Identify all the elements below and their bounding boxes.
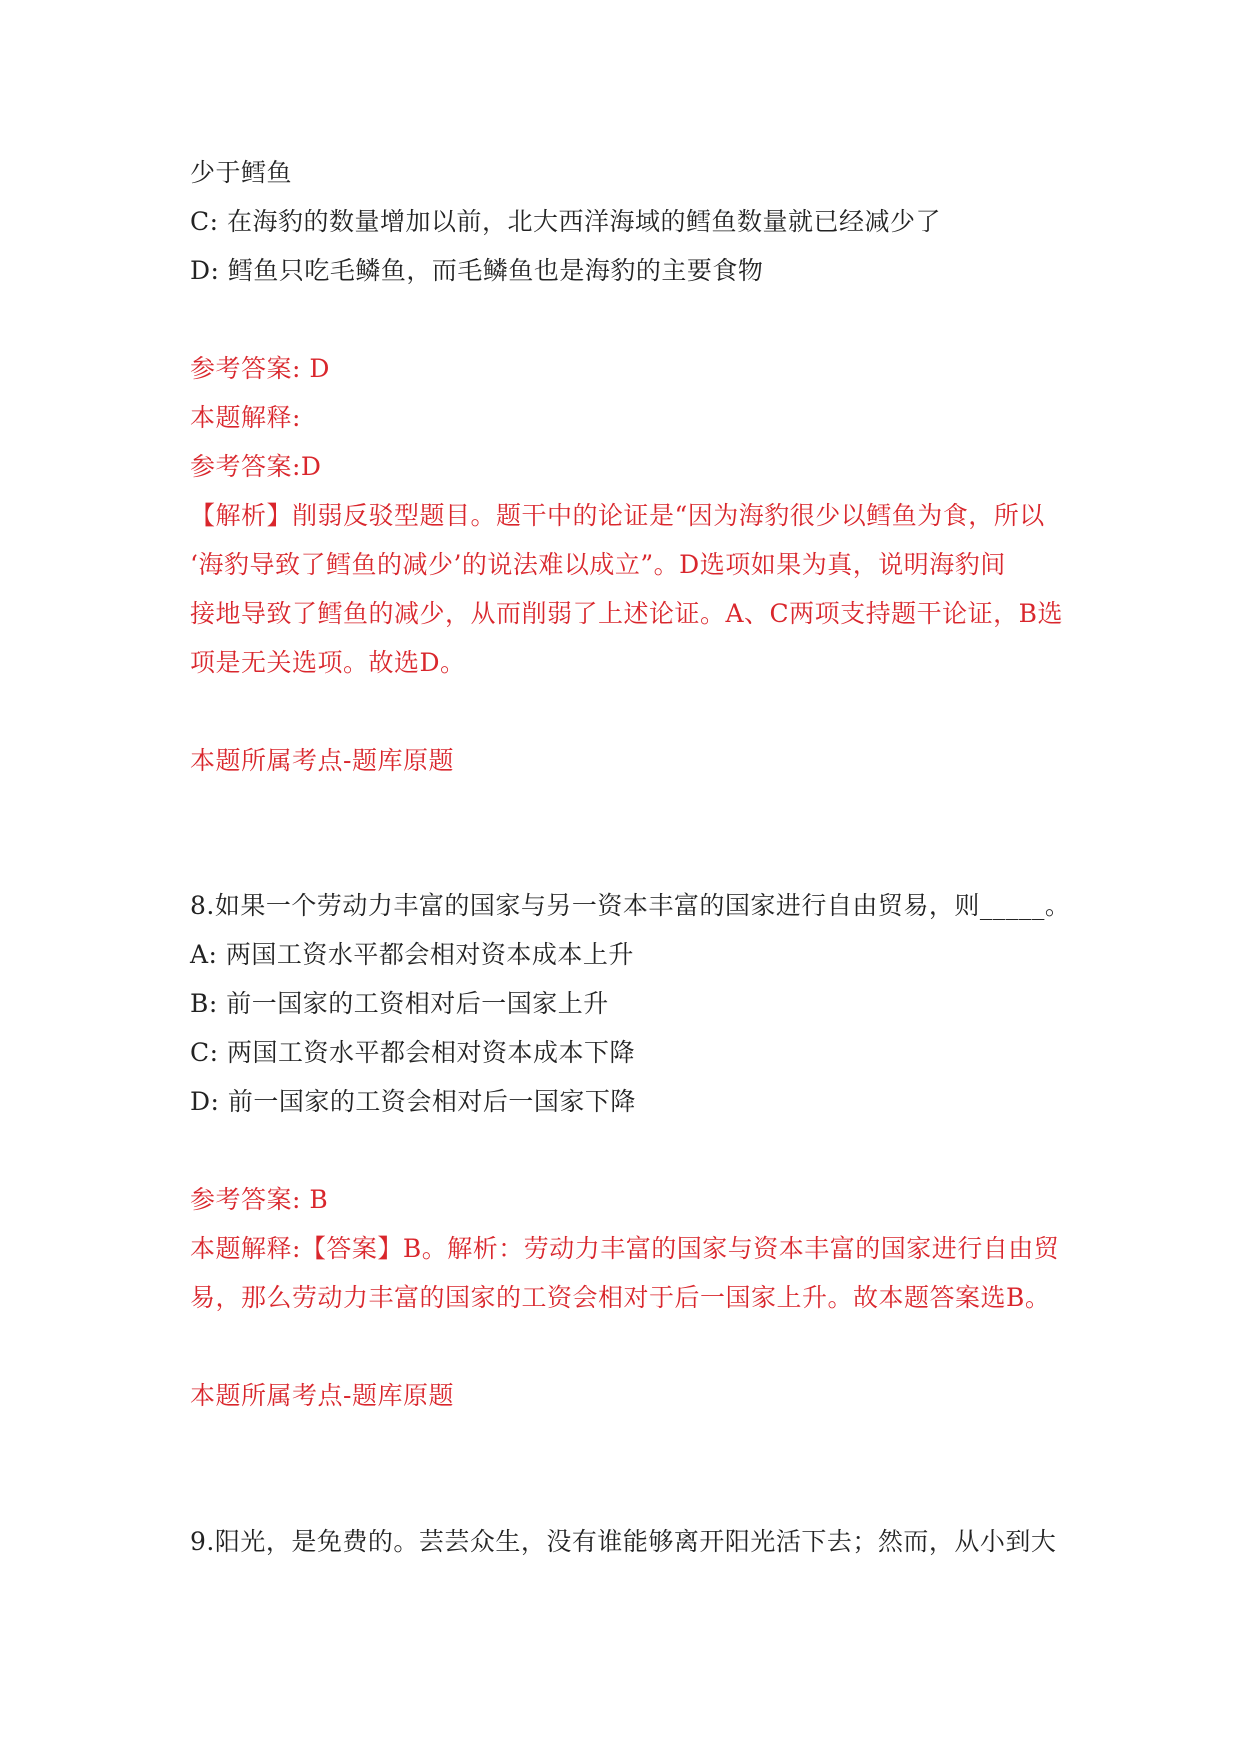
q9-stem: 9.阳光，是免费的。芸芸众生，没有谁能够离开阳光活下去；然而，从小到大	[190, 1527, 1057, 1556]
q8-option-d: D: 前一国家的工资会相对后一国家下降	[190, 1087, 636, 1116]
q8-explanation-line-2: 易，那么劳动力丰富的国家的工资会相对于后一国家上升。故本题答案选B。	[190, 1283, 1051, 1312]
prev-explanation-label: 本题解释:	[190, 403, 301, 432]
q8-stem: 8.如果一个劳动力丰富的国家与另一资本丰富的国家进行自由贸易，则_____。	[190, 891, 1071, 920]
q8-reference-answer: 参考答案: B	[190, 1185, 329, 1214]
prev-option-d: D: 鳕鱼只吃毛鳞鱼，而毛鳞鱼也是海豹的主要食物	[190, 256, 764, 285]
q8-knowledge-point: 本题所属考点-题库原题	[190, 1381, 454, 1410]
prev-option-c: C: 在海豹的数量增加以前，北大西洋海域的鳕鱼数量就已经减少了	[190, 207, 942, 236]
prev-knowledge-point: 本题所属考点-题库原题	[190, 746, 454, 775]
q8-option-a: A: 两国工资水平都会相对资本成本上升	[190, 940, 634, 969]
prev-analysis-line-4: 项是无关选项。故选D。	[190, 648, 466, 677]
prev-analysis-line-2: ‘海豹导致了鳕鱼的减少’的说法难以成立”。D选项如果为真，说明海豹间	[190, 550, 1006, 579]
prev-analysis-line-1: 【解析】削弱反驳型题目。题干中的论证是“因为海豹很少以鳕鱼为食，所以	[190, 501, 1045, 530]
prev-reference-answer: 参考答案: D	[190, 354, 330, 383]
prev-analysis-line-3: 接地导致了鳕鱼的减少，从而削弱了上述论证。A、C两项支持题干论证，B选	[190, 599, 1064, 628]
q8-explanation-line-1: 本题解释:【答案】B。解析：劳动力丰富的国家与资本丰富的国家进行自由贸	[190, 1234, 1060, 1263]
prev-reference-answer-repeat: 参考答案:D	[190, 452, 322, 481]
q8-option-b: B: 前一国家的工资相对后一国家上升	[190, 989, 609, 1018]
q8-option-c: C: 两国工资水平都会相对资本成本下降	[190, 1038, 635, 1067]
prev-option-b-tail: 少于鳕鱼	[190, 158, 293, 187]
